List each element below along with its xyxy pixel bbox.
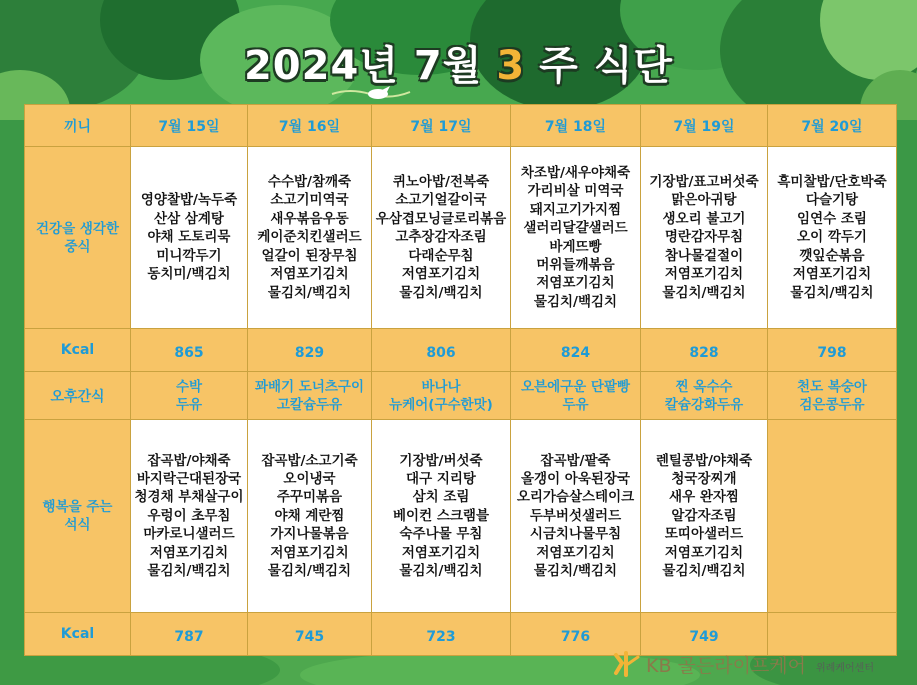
lunch-menu-cell — [511, 147, 641, 329]
menu-item: 또띠아샐러드 — [664, 526, 744, 543]
menu-item: 주꾸미볶음 — [276, 489, 343, 506]
kcal-value — [768, 613, 897, 656]
kcal-value: 865 — [131, 329, 248, 372]
menu-item: 야채 계란찜 — [274, 507, 345, 524]
menu-item: 고칼슘두유 — [276, 396, 343, 413]
menu-item: 차조밥/새우야채죽 — [520, 164, 631, 181]
snack-cell — [511, 372, 641, 420]
menu-item: 새우 완자찜 — [669, 489, 739, 506]
menu-item: 물김치/백김치 — [790, 284, 874, 301]
menu-item: 물김치/백김치 — [533, 563, 618, 580]
menu-item: 가리비살 미역국 — [527, 183, 624, 200]
menu-item: 저염포기김치 — [270, 266, 349, 283]
menu-item: 기장밥/버섯죽 — [399, 452, 483, 469]
menu-item: 베이컨 스크램블 — [393, 507, 489, 524]
menu-item: 맑은아귀탕 — [671, 192, 737, 209]
label-line: 중식 — [64, 238, 91, 255]
menu-item: 저염포기김치 — [664, 266, 744, 283]
menu-item: 천도 복숭아 — [797, 378, 867, 395]
menu-item: 고추장감자조림 — [395, 229, 487, 246]
lunch-menu-cell — [641, 147, 768, 329]
label-line: 행복을 주는 — [42, 499, 113, 515]
menu-item: 바게뜨빵 — [549, 238, 602, 255]
menu-item: 물김치/백김치 — [267, 563, 352, 580]
lunch-menu-cell — [248, 147, 372, 329]
menu-item: 두유 — [175, 396, 203, 413]
menu-item: 물김치/백김치 — [662, 563, 746, 580]
menu-item: 칼슘강화두유 — [664, 396, 744, 413]
menu-item: 두유 — [562, 396, 589, 413]
day-header: 7월 17일 — [372, 105, 511, 147]
kcal-value: 806 — [372, 329, 511, 372]
title-suffix: 주 식단 — [539, 43, 674, 89]
day-header: 7월 18일 — [511, 105, 641, 147]
kcal-value: 824 — [511, 329, 641, 372]
menu-item: 꽈배기 도너츠구이 — [254, 378, 365, 395]
label-line: 건강을 생각한 — [36, 220, 119, 237]
kcal-value: 798 — [768, 329, 897, 372]
menu-item: 찐 옥수수 — [675, 378, 733, 395]
menu-item: 임연수 조림 — [797, 210, 867, 227]
menu-item: 참나물겉절이 — [664, 247, 744, 264]
kcal-value: 723 — [372, 613, 511, 656]
snack-cell — [768, 372, 897, 420]
happy-dinner-label — [25, 420, 131, 613]
menu-item: 숙주나물 무침 — [399, 526, 483, 543]
happy-dinner-row — [25, 420, 897, 613]
menu-item: 잡곡밥/팥죽 — [540, 452, 611, 469]
healthy-lunch-row — [25, 147, 897, 329]
menu-item: 물김치/백김치 — [399, 284, 483, 301]
kcal-value: 829 — [248, 329, 372, 372]
kcal-value: 749 — [641, 613, 768, 656]
menu-item: 물김치/백김치 — [147, 563, 231, 580]
dinner-menu-cell — [641, 420, 768, 613]
menu-item: 다래순무침 — [408, 247, 474, 264]
menu-item: 바나나 — [421, 378, 461, 395]
kcal-value: 745 — [248, 613, 372, 656]
menu-item: 알감자조림 — [671, 507, 737, 524]
brand-name: KB 골든라이프케어 — [646, 654, 807, 677]
menu-item: 샐러리달걀샐러드 — [523, 220, 628, 237]
menu-item: 물김치/백김치 — [399, 563, 483, 580]
menu-item: 머위들깨볶음 — [536, 256, 615, 273]
snack-cell — [131, 372, 248, 420]
weekly-menu-table — [24, 104, 897, 656]
header-row — [25, 105, 897, 147]
menu-item: 수수밥/참깨죽 — [267, 174, 352, 191]
day-header: 7월 19일 — [641, 105, 768, 147]
menu-item: 저염포기김치 — [149, 544, 229, 561]
menu-item: 깻잎순볶음 — [799, 247, 865, 264]
kcal-value: 776 — [511, 613, 641, 656]
lunch-kcal-row — [25, 329, 897, 372]
menu-item: 청국장찌개 — [671, 470, 737, 487]
menu-item: 소고기얼갈이국 — [395, 192, 487, 209]
menu-item: 동치미/백김치 — [147, 266, 231, 283]
menu-item: 바지락근대된장국 — [136, 470, 242, 487]
title-week-number: 3 — [496, 43, 526, 89]
menu-item: 물김치/백김치 — [267, 284, 352, 301]
menu-item: 저염포기김치 — [401, 544, 481, 561]
dinner-menu-cell — [248, 420, 372, 613]
day-header: 7월 16일 — [248, 105, 372, 147]
day-header: 7월 15일 — [131, 105, 248, 147]
meal-column-header: 끼니 — [25, 105, 131, 147]
menu-item: 오븐에구운 단팥빵 — [520, 378, 631, 395]
menu-item: 잡곡밥/야채죽 — [147, 452, 231, 469]
menu-item: 가지나물볶음 — [270, 526, 349, 543]
kcal-value: 828 — [641, 329, 768, 372]
snack-cell — [641, 372, 768, 420]
healthy-lunch-label — [25, 147, 131, 329]
kcal-label: Kcal — [25, 613, 131, 656]
menu-item: 오이 깍두기 — [797, 229, 867, 246]
dinner-menu-cell — [511, 420, 641, 613]
menu-item: 오리가슴살스테이크 — [516, 489, 635, 506]
menu-item: 우렁이 초무침 — [147, 507, 231, 524]
menu-item: 미니깍두기 — [156, 247, 222, 264]
menu-item: 다슬기탕 — [805, 192, 859, 209]
menu-item: 저염포기김치 — [536, 544, 615, 561]
menu-item: 대구 지리탕 — [406, 470, 476, 487]
menu-item: 렌틸콩밥/야채죽 — [655, 452, 753, 469]
menu-item: 돼지고기가지찜 — [529, 201, 622, 218]
page-title — [0, 34, 917, 91]
menu-item: 우삼겹모닝글로리볶음 — [375, 210, 507, 227]
menu-item: 시금치나물무침 — [529, 526, 622, 543]
menu-item: 야채 도토리묵 — [147, 229, 231, 246]
menu-item: 케이준치킨샐러드 — [257, 229, 362, 246]
menu-item: 흑미찰밥/단호박죽 — [777, 174, 887, 191]
menu-item: 명란감자무침 — [664, 229, 744, 246]
menu-item: 새우볶음우동 — [270, 210, 349, 227]
menu-item: 기장밥/표고버섯죽 — [649, 174, 759, 191]
brand-sub: 위례케어센터 — [816, 662, 874, 674]
menu-item: 생오리 불고기 — [662, 210, 746, 227]
day-header: 7월 20일 — [768, 105, 897, 147]
menu-item: 검은콩두유 — [799, 396, 865, 413]
menu-item: 저염포기김치 — [664, 544, 744, 561]
menu-item: 영양찰밥/녹두죽 — [140, 192, 238, 209]
kcal-value: 787 — [131, 613, 248, 656]
dove-icon — [330, 84, 420, 104]
menu-item: 퀴노아밥/전복죽 — [392, 174, 490, 191]
menu-item: 저염포기김치 — [792, 266, 872, 283]
menu-item: 두부버섯샐러드 — [529, 507, 622, 524]
snack-row — [25, 372, 897, 420]
kcal-label: Kcal — [25, 329, 131, 372]
dinner-menu-cell-empty — [768, 420, 897, 613]
snack-cell — [372, 372, 511, 420]
menu-item: 잡곡밥/소고기죽 — [261, 452, 358, 469]
lunch-menu-cell — [131, 147, 248, 329]
snack-cell — [248, 372, 372, 420]
title-prefix: 2024년 7월 — [243, 43, 483, 89]
menu-item: 올갱이 아욱된장국 — [520, 470, 631, 487]
footer-brand — [612, 651, 874, 677]
menu-item: 저염포기김치 — [270, 544, 349, 561]
dinner-menu-cell — [131, 420, 248, 613]
menu-item: 소고기미역국 — [270, 192, 349, 209]
lunch-menu-cell — [372, 147, 511, 329]
menu-item: 수박 — [175, 378, 203, 395]
lunch-menu-cell — [768, 147, 897, 329]
menu-item: 뉴케어(구수한맛) — [389, 396, 493, 413]
menu-item: 산삼 삼계탕 — [154, 210, 224, 227]
menu-item: 마카로니샐러드 — [143, 526, 235, 543]
label-line: 석식 — [64, 517, 91, 533]
menu-item: 저염포기김치 — [536, 275, 615, 292]
menu-item: 오이냉국 — [283, 470, 336, 487]
menu-item: 얼갈이 된장무침 — [261, 247, 358, 264]
menu-item: 삼치 조림 — [412, 489, 470, 506]
kb-star-logo-icon — [612, 651, 642, 677]
snack-label: 오후간식 — [25, 372, 131, 420]
menu-item: 물김치/백김치 — [533, 293, 618, 310]
dinner-kcal-row — [25, 613, 897, 656]
menu-item: 저염포기김치 — [401, 266, 481, 283]
menu-item: 물김치/백김치 — [662, 284, 746, 301]
dinner-menu-cell — [372, 420, 511, 613]
menu-item: 청경채 부채살구이 — [134, 489, 244, 506]
